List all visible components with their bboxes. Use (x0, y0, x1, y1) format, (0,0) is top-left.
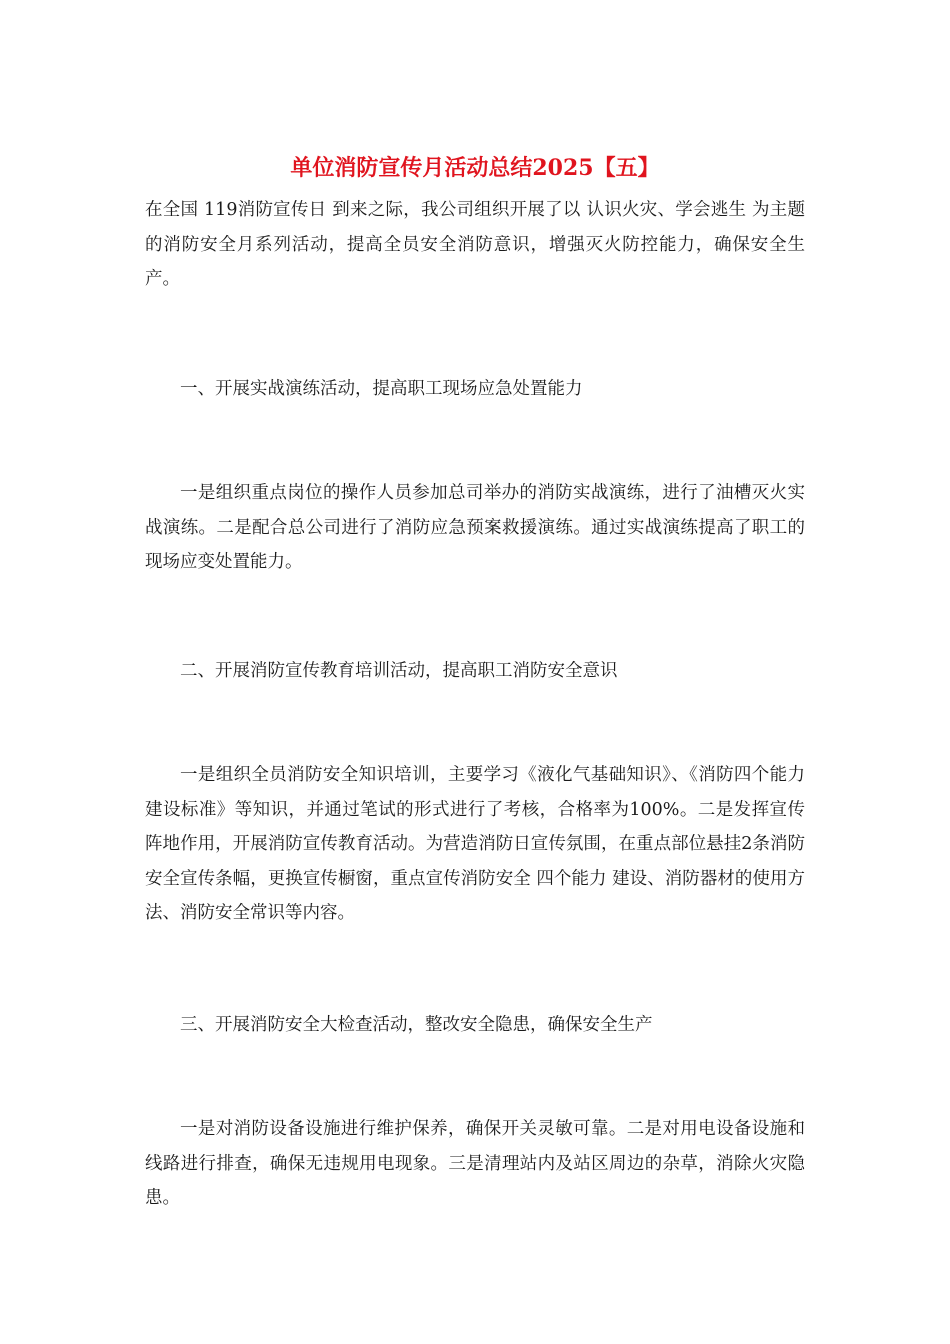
section-body-1: 一是组织重点岗位的操作人员参加总司举办的消防实战演练，进行了油槽灭火实战演练。二是配合总公司进行了消防应急预案救援演练。通过实战演练提高了职工的现场应变处置能力。 (145, 483, 805, 572)
document-title: 单位消防宣传月活动总结2025【五】 (290, 155, 660, 181)
section-heading-3: 三、开展消防安全大检查活动，整改安全隐患，确保安全生产 (180, 1015, 653, 1035)
section-heading-1: 一、开展实战演练活动，提高职工现场应急处置能力 (180, 379, 583, 399)
intro-paragraph: 在全国 119消防宣传日 到来之际，我公司组织开展了以 认识火灾、学会逃生 为主题的消防安全月系列活动，提高全员安全消防意识，增强灭火防控能力，确保安全生产。 (145, 200, 805, 289)
section-body-3: 一是对消防设备设施进行维护保养，确保开关灵敏可靠。二是对用电设备设施和线路进行排查，确保无违规用电现象。三是清理站内及站区周边的杂草，消除火灾隐患。 (145, 1119, 805, 1208)
section-heading-2: 二、开展消防宣传教育培训活动，提高职工消防安全意识 (180, 661, 618, 681)
section-body-2: 一是组织全员消防安全知识培训，主要学习《液化气基础知识》、《消防四个能力建设标准》等知识，并通过笔试的形式进行了考核，合格率为100%。二是发挥宣传阵地作用，开展消防宣传教育活动。为营造消防日宣传氛围，在重点部位悬挂2条消防安全宣传条幅，更换宣传橱窗，重点宣传消防安全 四个能力 建设、消防器材的使用方法、消防安全常识等内容。 (145, 765, 805, 923)
